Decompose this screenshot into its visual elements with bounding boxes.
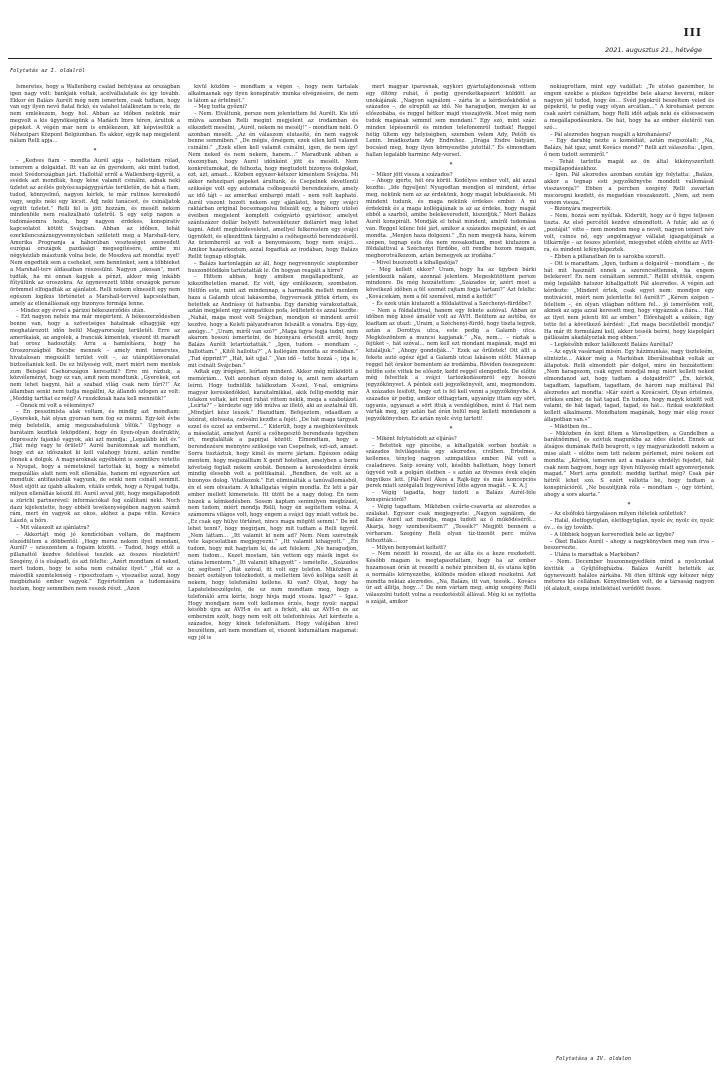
article-paragraph: kívül közlöm – mondtam a végén –, hogy nem tartalak alkalmasnak egy ilyen konspiratív munka elvégzésére, de nem is látom az értelmét.” bbox=[188, 84, 358, 104]
header-rule bbox=[8, 58, 712, 59]
section-separator: * bbox=[93, 148, 97, 155]
article-paragraph: – Nem. December huszonnegyedikén mind a nyolcunkat kivitték a Gyűjtőfogházba. Balázs Aurélt betették az úgynevezett halálos zárkába. Mi öten ültünk egy kétszer négy méteres kis cellában. Kényelmetlen volt, de a társaság nagyon jól alakult, esupa intellektuel verődött össze. bbox=[544, 558, 714, 593]
article-paragraph: – Mindez egy évvel a párizsi békeszerződés után. bbox=[16, 307, 146, 314]
article-paragraph: – Én pesszimista alak voltam, és mindig azt mondtam: „Gyerekek, hát olyan gyorsan nem fog ez menni. Egy-két évbe még beletelik, amíg megszabadulunk tőlük.” Úgyhogy a barátaim kezdtek leköpdösni, hogy én ilyen-olyan destruktív, depresszív fajankó vagyok, aki azt mondja: „Legalább két év.” „Hát még vagy te őrület?” Aurél barátomnak azt mondtam, hogy ezt az időszakot ki kell valahogy húzni, aztán rendbe jönnek a dolgok. A magyaroknak egyébként is szemükre vetette a Nyugat, hogy a németeknél tartottak ki, hogy a németet megszállás alatt nem volt ellenállás, hanem mi egyszerűen azt mondtuk: antifasiszták vagyunk, de senki nem csinált semmit. Most eljött az újabb alkalom, vitális erdek, hogy a Nyugat tudja, milyen ellenállás készül itt. Aurél avval jött, hogy megállapodott a zürichi partnerével: információkat fog szállítani neki. Noch dazu kijelentette, hogy ebbéli tevékenységében nagyon számít rám, mert én vagyok az okos, akihez a papa vitte. Kovács László, a bőrs. bbox=[10, 409, 180, 525]
article-paragraph: – Önnek mi volt a véleménye? bbox=[16, 402, 95, 409]
article-paragraph: – Miközben én kint ültem a Városligetben, a Gundelben a barátnőmmel, és szívtuk magunkba az édes életet. Ennek az álságos dumának Relli beugrott, s így magyarázkodott nekem a mise alatt – előtte nem tett nekem pérlemet, mire nekem ezt mondta: „Kérlek, ismerem azt a makacs ehrdélyi fejedet, hát csak nem hagyom, hogy egy ilyen hülyeség miatt agyonverjenek magad.” Mert arra gondolt: meddig tarthat még? Csak pár hétről lehet szó. S ezért vallotta be, hogy tudtam a konspirációról. „Ne beszéljünk róla – mondtam –, úgy történt, ahogy a sors akarta.” bbox=[544, 430, 714, 498]
article-paragraph: Adtak egy írógépet, leírtam mindent. Akkor még működött a memóriám… Volt azonban olyan dolog is, amit nem akartam leírni. Hogy tudniillik találkoztam X-szel, Y-nal, emigráns magyar kereskedőkkel, karaitalmikkal, akik fellig-meddig már tolakon voltak, két rend ruhát vittem nekik, mega a szabotázst. „Leírta?” – kérdezte egy idő múlva az illető, aki az asztalnál ült. „Mindjárt kész leszek.” Hazudtam. Befejeztem, odaadtam a kézirat, elolvasta, csóválni kezdte a fejét: „De hát maga tárgyalt ezzel és ezzel az emberrel…” Kiderült, hogy a megbízólevélnek a másolatát, amelyet Aurél a csőhegesztő berendezés ügyében írt, megtalálták a papírjai között. Elmondtam, hogy a berendezésre mennyire szüksége van Csepelnek, ezt-azt, amazt. Sorra tisztáztuk, hogy kinél és merre jártam. Egészen odáig mentem, hogy megszálltam X genfi hotelban, amelyben a berni követség foglalt nekem szobát. Bennem a kereskedelmi érzék mindig élesebb volt a politikainál. „Rendben, de volt az a bizonyos dolog. Vitatkozok.” Ezt eliminálták a tanúvallomásból, én el sem olvastam. A kihallgatás végén mondta. Ez lett a pár ember mellett kimenetele. Itt ütött be a nagy dolog. Én nem hiszek a kémkedésben. Sosem kaptam semmilyen megbízást, nem tudom, miért mondja Relli, hogy én segítettem volna. A számomra világos volt, hogy engem a svájci ügy miatt vettek be. „Ez csak egy hülye történet, nincs maga mögött semmi.” De mit lehet tenni?, hogy megírjam, hogy mit tudtam a Relli ügyről. „Nem láttam… „Itt valamit ki nem ad? Nem. Nem szeretnék vele kapcsolatban megjegyezni.” „Itt valamit kihagyott.” „Én tudom, hogy mit hagytam ki, de azt felelem: „Ne haragudjon, nem tudom… Kezet mostam, tán vettem egy másik inget és utána lementem.” „Itt valamit kihagyott” – ismételte. „Százados úr, segítsen!” „Hát szóval, itt volt egy telefon. Miközben a bezárt osztályon tolózkodott, a mellettem lévő kolléga szólt át nekem, hogy telefonálni kellene. Ki van? Olyat, hogy ha Lapatelebeszélgetni, de ez nem mondtam meg, hogy a telefonáló arra kérte, hogy hívja majd vissza. Igaz?” – Igaz. Hogy mondjam nem volt kellemes érzés, hogy nyolc nappal később újra az ÁVH-n és azt a fickót, aki az ÁVH-n és az embereim szólt, hogy nem volt ott telefonhívás. Azt kérdezte a százados, hogy kinek telefonáltam. Hogy valójában kivel beszéltem, azt nem mondtam el, viszont kidumáltam magamat: egy jól is bbox=[188, 369, 358, 641]
article-paragraph: – Meg tudta győzni? bbox=[194, 104, 248, 111]
article-paragraph: – Igen. Pál alezredes azonban ezután így folytatta: „Balázs, akkor a tegnap esti jegyzőkönyvbe mondott vallomását visszavonja?” Ebben a percben szegény Relli zavartan mocorogni kezdett, és megadóan visszakozott. „Nem, azt nem vonom vissza.” bbox=[544, 172, 714, 206]
article-paragraph: – Még kellett ekkor? Uram, hogy ha az ügyben bárki jelentkezik nálam, azonnal jelentem. Megeskütöttem persze mindenre. De még hozzátettem: „Százados úr, azért most a következő időben a fél szemét rajtam fogja tartani?” Azt felelte: „Kovácsikám, nem a fél szemével, mind a kettőt!” bbox=[366, 266, 536, 300]
article-paragraph: – Mikor jött vissza a százados? bbox=[372, 171, 453, 178]
article-paragraph: – Nem a földalattival, hanem egy fekete autóval. Abban az időben még kissé ámatőr volt az ÁVH. Beültem az autóba, és kiadtam az utazt: „Uraim, a Széchenyi-fürdő, hogy tiszta legyek, aztán a Dorottya utca, este pedig a Galamb utca. Megköszöntem a muncsi kapjanak.” „Na, nem… – ráztak a fejüket –, hát szóval… nem kell ezt mondani magának, majd mi kitaláljuk.” „Ahogy gondolják…” Ezek az őrületek! Ott állt a fekete autó egész éjjel a Galamb utcai lakásom előtt. Másnap reggel hét órakor bementem az irodámba. Röviden összegezem: hétfőn este vittek be először, kedd reggel elengedtek. De előtte még felvettek a svájci tartózkodásomról egy hosszú jegyzőkönyvet. A péntek esti jegyzőkönyvét, ami, megmondom. A százados lesifott, hogy ezt is fel kell venni a jegyzőkönyvbe. A százados úr pedig, amikor otthagytam, ugyanígy ittam egy sört, ugyanis, ugyanazt a sört ittuk a vendéglőben, mint ő. Hat nem várták meg, így aztán hat órán belül meg kellett mondanom a jegyzőkönyvben. Ez aztán nyolc évig tartott! bbox=[366, 307, 536, 423]
continued-on-note: Folytatása a IV. oldalon bbox=[556, 1056, 631, 1062]
article-paragraph: Ismeretes, hogy a Wallenberg család befolyása az országban igen nagy volt: bankjaik voltak, acélvállalataik és így tovább. Ekkor én Balázs Aurélt még nem ismertem, csak tudtam, hogy van egy ilyen nevű fiatal fickó, és valahol találkoztam is vele, de nem emlékezem, hogy hol. Abban az időben nekünk már megvolt a kis ügynökségünk a Madách Imre téren, árultuk a gépeket. A végén már nem is emlékezem, kit képviseltük a Néhezipari Központ Belgiumban. És akkor, egyik nap megjelent nálam Relli apja… bbox=[10, 84, 180, 145]
article-paragraph: – Nem. Elváltunk, persze nem jelentettem fel Aurélt. Kis idő múlva azonban Relli megint megjelent az irodámban és elkezdett mesélni, „Aurél, nekem ne mesélj!” – mondtam neki. Ő azonban mesélt. „Az én válaszom elutasító, én nem vagyok benne semmiben.” „De mégis, őrségem, ezek ellen kell valamit csinálni.” „Ezek ellen kell valamit csinálni, igen, de nem így! Nem neked és nem nekem, hanem…” Maradtunk abban a viszonyban, hogy Aurél időnként jött és mesélt. Nem konkrétumokat, de felhozta, hogy megtudott bizonyos dolgokat, ezt, azt, amazt… Közben egyszer-kétszer kimentem Svájcba. Mi akkor nehézipari gépeket árultunk, és Csepelnek okvetlenül szüksége volt egy automata csőhegesztő berendezésre, amely az idő tájt – az amerikai embargó miatt – nem volt kapható. Aurél viszont hozott nekem egy ajánlatot, hogy egy svájci raktárban originál becsomagolva felszált egy, a háború utolsó éveiben megjelent komplett csőgyártó gyártósor, amelyet szántszázer dollár helyett hetvenkétezer dollárért meg lehet kapni. Adott megbízóleveletet, amellyel felkerestem egy svájci ügynököt, és elkezdtünk tárgyalni a csőhegesztő berendezésről. Az üriemberről az volt a benyomásom, hogy nem svájci… Amikor hazaérkeztem, azzal fogadtak az irodában, hogy Balázs Rellit tegnap elfogták. bbox=[188, 111, 358, 260]
article-paragraph: – Mit válaszolt az ajánlatra? bbox=[16, 525, 90, 531]
article-paragraph: – „Kedves fiam – mondta Aurél apja –, hallottam rólad, ismerem a dolgaidat. Itt van az én gyerekem, aki mint tudod, most Svédországban járt. Hallottál erről a Wallenberg-ügyről, a svédek azt mondták, hogy kéne valamit csinálni, adnak neki üzletet az acélés golyóscsapágygyártás területén, de hát a fiam, tudod, könnyelmű, nagyon kérlek, te már rutinos kereskedő vagy, segíts neki egy kicsit. Adj neki tanácsot, és csináljatok együtt üzletet.” Relli fel is jött hozzám, és mesélt nekem mindenféle nem realizálható üzletről. S egy szép napon a tudomásomra hozta, hogy nagyon érdekes, konspiratív kapcsolatot kötött Svájcban. Abban az időben, tehát ezerkilencszáznegyvennyolcban született meg a Marshall-terv, Amerika Programja a háborúban veszteséget szenvedett európai országok gazdasági megsegítésére, amibe mi négykézláb másztunk volna bele, de Moszkva azt mondta: nyet! Nem engedték sem a cseheket, sem bennünket, sem a többieket a Marshall-terv áldásaiban részesülni. Nagyon „okosan”, mert tudták, ha mi onnan kapjuk a pénzt, akkor még inkább fűtyülünk az oroszokra. Az úgynevezett többi országok persze örömmel elfogadták az ajánlatot. Relli nekem elmesélt egy nem egészen logikus történetet a Marshall-tervvel kapcsolatban, amely az ellenállásnak egy bizonyos formája lenne. bbox=[10, 157, 180, 307]
page-number: III bbox=[683, 26, 702, 39]
article-paragraph: – Ahogy ígérte, hét óra körül. Kedélyes ember volt, aki azzal kezdte: „Ide figyeljen! Nyugodtan mondjon el mindent, értse meg, nekünk nem az az érdekünk, hogy magát lebuktassuk. Mi mindent tudunk, és maga nekünk érdekes ember. A mi érdekünk és a maga kollégájának is az az érdeke, hogy magát ebből a szarból, amibe belekeveredett, kiszedjük.” Mert Balázs Aurél konspirált. Mondják el tehát mindent, amiről tudomása van. Reggel kilenc felé járt, amikor a százados megszánt, és azt mondta. „Menjen haza dolgozni.” „Én nem megyek haza, kérem szépen, tegnap este óta nem mosakodtam, most kiutazom a földalattival a Széchenyi fürdőbe, ott rendbe hozom magam, megborotválkozom, aztán bemegyek az irodába.” bbox=[366, 178, 536, 260]
article-paragraph: – Bizonyára megverték. bbox=[550, 206, 612, 213]
article-paragraph: – Betettek egy pincébe, a kihallgatók sorban hozták a százados felvilágosítás egy alezredes, civilben. Értelmes, kellemes, tényleg nagyon szimpatikus ember. Pál volt a csaladneve. Szép sovány volt, később hallottam, hogy Ismert úgyvéd volt a polgári életben – s aztán az ötvenes évek elején öngyilkos lett. [Pál-Pavl Ákos a Rajk-ügy és más koncepciós perek miatt szolgálati fegyverével lőtte agyon magát. – K. A.] bbox=[366, 442, 536, 490]
article-paragraph: – Ott is maradtam. „Igen, tudtam a dolgairól – mondtam –, de hát mit használt ennek a szerencsétlennek, ha engem belekever! Én nem csináltam semmit.” Rellit elvitték, engem még legalább hatszor kihallgattott Pál alezredes. A végén azt kérdezte: „Mindent értek, csak egyet nem: mondjon egy motivációt, miért nem jelentette fel Aurélt?” „Kérem szépen – feleltem –, én olyan világban nőttem fel… jó ismerősöm volt, akinek az apja azzal keresett meg, hogy vigyázzak a fiára… Hát az ilyet nem jelenti föl az ember.” Előrehajolt a székén, ügy tette fel a következő kérdést: „Ezt maga becsületből mondja? Ha már itt formulázni kell, akkor tessék beírni, hogy kispolgári gátlásaim akadályoztak meg ebben.” bbox=[544, 260, 714, 342]
article-paragraph: mert magyar iparosnak, egykori gyártulajdonosnak vittem egy öltöny ruhát, ő pedig gyereketkapszert küldött az unokájának. „Nagyon sajnálom – zárta le a kérdezősködést a százados –, de elrepült az idő. Ne haragudjon, menjen ki az előszobába, és reggel hétkor majd visszajövök. Most még nem tudok magának semmit sem mondani.” Egy szó, mint száz: minden lépésemről és minden telefonomról tudtak! Reggel hétig ültem egy helyiségben, szemben velem Ady, Petőfi és Lenin. Imádkoztam Ady Endrehez. „Drága Endre bátyám, bocsásd meg, hogy ilyen környezetbe jutottál.” És elmondtam hallan legalább harminc Ady-verset. bbox=[366, 84, 536, 158]
article-paragraph: – Tehát tartotta magát az ön által kikényszerített megállapodásukhoz. bbox=[544, 158, 714, 172]
article-column-4 bbox=[544, 84, 714, 1052]
article-paragraph: – Ezt nagyon nehéz ma már megérteni. A békeszerződésben benne van, hogy a szövetséges hatalmak elhagyják egy meghatározott időn belül Magyarország területét. Erre az amerikaiak, az angolok, a franciák kimentek, viszont itt maradt hat orosz hadosztály. Arra a hamisításra, hogy ha Oroszországból Bécsbe mennek – amely mint ismeretes, hivatalosan megszállt terület volt –, az utánpótlásvonalat biztosítaniuk kell. De ez hülyeség volt, mert miért nem mentek zum Beispiel Csehországon keresztül? Erre mi ráztuk, a közvéleményt, hogy ez van, amit nem mondtunk. „Gyerekek, ezt nem lehet hagyni, hát a szabad világ csak nem tűri?!” Az államban senki nem tudja megállni, Az állandó szlogen az volt: „Meddig tarthat ez még? A ruszkiknak haza kell menniük!” bbox=[10, 314, 180, 402]
continued-from-note: Folytatás az I. oldalról bbox=[10, 68, 85, 74]
article-paragraph: – Hittem abban, hogy amiben megállapodtunk, az kikezdhetetlen marad. Ez volt, úgy emlékszem, szombaton. Hétfőn este, mint azt mindennap, a harmadik mellett mentem haza a Galamb utcai lakásomba, fegyveresek jöttek értem, és betettek az Andrássy út hatvanba. Egy darabig várakoztattak, aztán megjelent egy szimpatikus pofa, leültetett és azzal kezdte: „Nahát, maga most volt Svájcban, mondjon el mindent arról kezdve, hogy a Keleti pályaudvaron felszállt a vonatra. Egy-úgy, amúgy…” „Uram, miről van szó?” „Maga ügyis fogja tudni, nem akarom hosszú ismertetni, de bizonyára értesült arról, hogy Balázs Aurélt letartóztatták.” „Igen, tudom – mondtam –, hallottam.” „Kitől hallotta?” „A kollégám mondta az irodában.” „Tud épprint?” „Hát, két ujjal.” „Van idő – tette hozzá –, írja le, mit csinált Svájcban.” bbox=[188, 274, 358, 369]
article-paragraph: – És ezek után kiutazott a földalattival a Széchenyi-fürdőbe? bbox=[372, 300, 531, 307]
article-paragraph: – Végig tagadtam. Miközben csűrte-csavarta az alezredes a szálakat. Egyszer csak megjegyezte: „Nagyon sajnálom, de Balázs Aurél azt mondja, maga tudott az ő működéséről… Akarja, hogy szembesítsem?” „Tessék?” Megjött bennem a vérharam. Szegény Relli olyan tíz-tizenöt perc múlva felhoztták… bbox=[366, 503, 536, 544]
article-column-1 bbox=[10, 84, 180, 1052]
article-column-2 bbox=[188, 84, 358, 1052]
article-paragraph: nekiugrottam, mint egy vadállat: „Te utolsó gazember, te engem ezekbe a piszkos ügyeidbe bele akarsz keverni, mikor nagyon jól tudod, hogy én… Svéd jogokról beszéltem veled és gépekről, te pedig vagy olyan arcátlan…” A kirohanást persze csak azért csináltam, hogy Relli időt adjak neki és elősessesem a megállapodásunkra. De hát, hogy ha az ember életéről van szó… bbox=[544, 84, 714, 131]
article-paragraph: – Az elsőfokú tárgyaláson milyen ítéletek születtek? bbox=[550, 511, 686, 518]
article-paragraph: – A többiek hogyan kerveredtek bele az ügybe? bbox=[550, 531, 675, 538]
page-header bbox=[0, 0, 720, 62]
article-paragraph: – Őket Balázs Aurél – ahogy a nagykönyvben meg van írva – beszervezte. bbox=[544, 538, 714, 552]
article-paragraph: – Nem nézett ki rosszul, de az álla és a keze reszketett. Később magam is megtapasztaltam, hogy ha az ember huzamosan órán át reszeltí a nehéz pincében ül, és utána kijön a normális környezetbe, különös módon elkezd reszketni. Azt mondta nekiaz alezredes. „Na, Balázs, itt van, tessék… Kovács úr azt állítja, hogy…” De nem vártam meg, amíg szegény Relli válaszolni tudott volna a reszketéstől állával. Még ki se nyitotta a száját, amikor bbox=[366, 551, 536, 605]
article-paragraph: – Miként folytatódott az eljárás? bbox=[372, 435, 457, 442]
issue-date: 2021. augusztus 21., hétvége bbox=[604, 46, 702, 54]
article-paragraph: – Mivel buszozott a kihallgatója? bbox=[372, 259, 458, 266]
article-paragraph: – Akkortájt még jó kondícióban voltam, de majdnem elszédültem a döbbentől. „Hogy mersz nekem ilyet mondani, Aurél? – szisszentem a fogaim között. – Tudod, hogy ettől a pillanattól kezdve felelőssé teszlek az összes részletért! Szegény, ő is elsápadt, és azt felelte: „Azért mondtam el neked, mert tudom, hogy te soha nem csinálsz ilyet.” „Hát ez a másodlik szemtelenség – riposztoztam –, visszaélsz azzal, hogy megbízható ember vagyok.” Egyértelműen a tudomására hoztam, hogy semmiben nem veszek részt. „Azon bbox=[10, 531, 180, 593]
section-separator: * bbox=[449, 161, 453, 168]
article-paragraph: – Legkésőbb mikor találkozott Balázs Aurélial? bbox=[550, 342, 674, 349]
article-paragraph: – Nem, hozzá sem nyúltak. Kiderült, hogy az ő ügye teljesen tiszta. Az első percétől kezdve elmondtott. A futár, aki az ő „postáját” vitte – nem mondom meg a nevét, nagyon ismert név volt, csinos nő, egy angolmagyar vállalat igazgatójának a titkárnője – az összes jelentést, miegyebet előbb elvitte az ÁVH-ra, és mindent lefényképeztek. bbox=[544, 213, 714, 254]
article-paragraph: – Milyen benyomást keltett? bbox=[372, 544, 447, 551]
article-column-3 bbox=[366, 84, 536, 1052]
article-paragraph: – Végig tagadta, hogy tudott a Balázs Aurél-féle konspirációról? bbox=[366, 490, 536, 504]
article-paragraph: – Halál, életfogytiglan, életfogytiglan, nyolc év, nyolc év, nyolc év… és így tovább. bbox=[544, 518, 714, 531]
article-paragraph: – Egy darabig nézte a komédiát, aztán megszólalt: „Na, Balázs, hát igaz, amit Kovács mond?” Relli azt válaszolta: „Igen, ő nem tudott semmiről.” bbox=[544, 138, 714, 158]
article-paragraph: – Balázs kartonlapján az áll, hogy negyvennyolc szeptember huszonötödikén tartóztatták le. Ön hogyan reagált a hírre? bbox=[188, 260, 358, 274]
section-separator: * bbox=[449, 426, 453, 433]
article-paragraph: – Utána is maradtak a Markóban? bbox=[550, 552, 640, 559]
article-paragraph: – Az egyik vasárnapi misén. Egy házimunkás, nagy tiszteleém, elintézte… Akkor még a Markóban liberálisabbak voltak az állapotok. Relli elmondott pár dolgot, mire én hozzátettem: „Nem haragszom, csak egyet mondjál meg: miért kellett neked elmondanod azt, hogy tudtam a dolgaidról?” „Én, kérlek, tagadtam, tagadtam, tagadtam, de három nap múltával Pál alezredes azt mondta: »Kár ezért a Kovácsért. Olyan értelmes, értékes ember, de hát tagad. Én tudom, hogy magyk között volt valami, de hát tagad, tagad, tagad, és hát… fizikai eszközöket kellett alkalmazni. Mondhatom magának, hogy már elég rossz állapotban van.«” bbox=[544, 349, 714, 424]
article-paragraph: – Pál alezredes hogyan reagált a kirohanásra? bbox=[550, 131, 671, 138]
article-paragraph: – Mikötben ön… bbox=[550, 423, 593, 430]
article-paragraph: – Ebben a pillanatban ön is sarokba szorult. bbox=[550, 253, 666, 260]
section-separator: * bbox=[627, 501, 631, 508]
